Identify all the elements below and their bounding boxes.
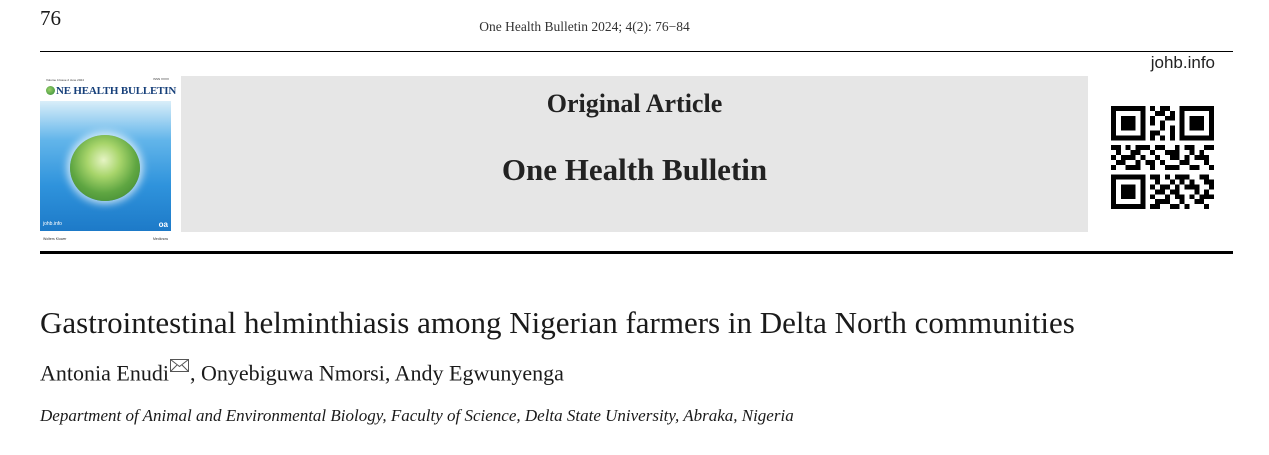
email-icon[interactable] (170, 359, 189, 372)
running-head: One Health Bulletin 2024; 4(2): 76−84 (479, 19, 690, 34)
journal-cover (40, 77, 177, 242)
author-name[interactable]: Antonia Enudi (40, 360, 169, 386)
cover-art (40, 101, 171, 231)
article-type-label: Original Article (546, 89, 723, 118)
site-link[interactable]: johb.info (1150, 53, 1215, 72)
globe-image (70, 135, 140, 201)
open-access-logo: oa (158, 220, 168, 229)
cover-site: johb.info (43, 221, 62, 227)
cover-publisher-left: Wolters Kluwer (43, 237, 67, 241)
author-line (40, 359, 564, 386)
cover-top-line: Volume 4 Issue 2 June 2024 (46, 78, 84, 82)
affiliation: Department of Animal and Environmental Biology, Faculty of Science, Delta State University, Abraka, Nigeria (40, 406, 794, 425)
globe-icon (46, 86, 55, 95)
top-rule (40, 51, 1233, 52)
bottom-rule (40, 251, 1233, 254)
journal-name: One Health Bulletin (501, 152, 768, 187)
cover-title-text: NE HEALTH BULLETIN (56, 85, 177, 97)
cover-issn: ISSN XXXX (153, 77, 169, 81)
journal-banner (181, 76, 1088, 232)
cover-title (46, 85, 176, 97)
article-title: Gastrointestinal helminthiasis among Nigerian farmers in Delta North communities (40, 305, 1075, 340)
qr-code-icon[interactable] (1111, 106, 1214, 209)
page-number: 76 (40, 6, 61, 30)
cover-publisher-right: Medknow (153, 237, 168, 241)
coauthors: , Onyebiguwa Nmorsi, Andy Egwunyenga (189, 360, 564, 386)
